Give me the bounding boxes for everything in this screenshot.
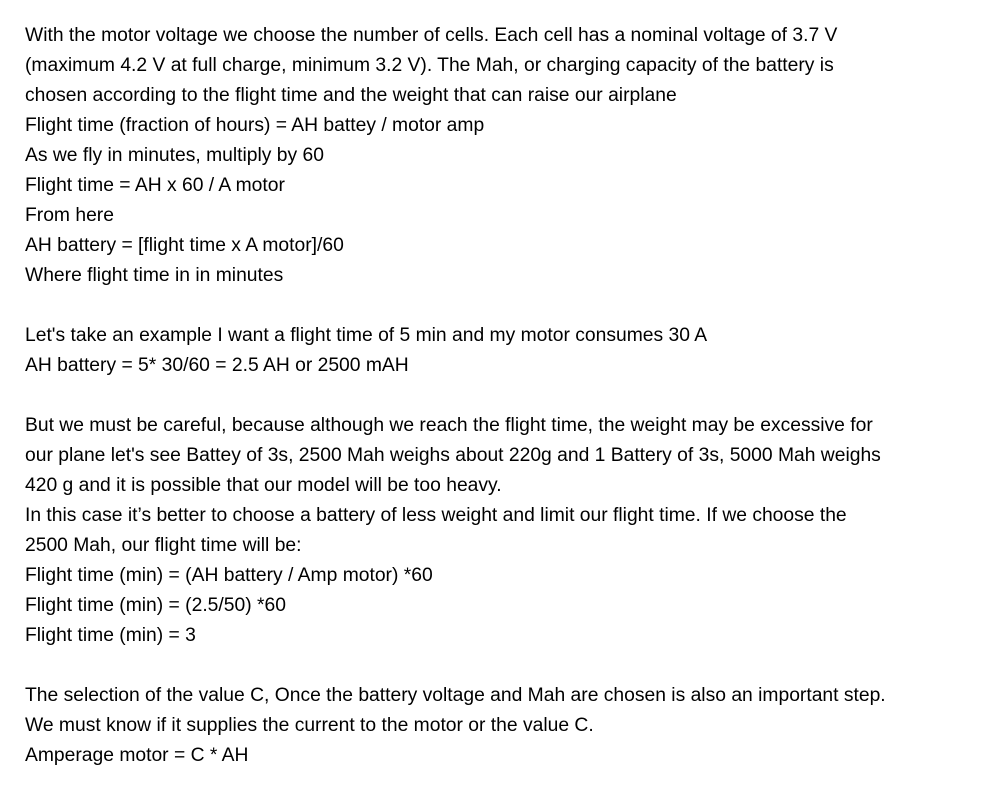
paragraph-spacer [25,291,975,321]
formula-line: Amperage motor = C * AH [25,745,249,766]
paragraph-spacer [25,651,975,681]
paragraph-weight-warning [25,411,975,651]
text-line: 420 g and it is possible that our model will be too heavy. [25,475,502,496]
paragraph-example [25,321,975,381]
formula-line: AH battery = 5* 30/60 = 2.5 AH or 2500 mAH [25,355,409,376]
text-line: As we fly in minutes, multiply by 60 [25,145,324,166]
text-line: (maximum 4.2 V at full charge, minimum 3.2 V). The Mah, or charging capacity of the battery is [25,55,834,76]
text-line: But we must be careful, because although we reach the flight time, the weight may be excessive for [25,415,873,436]
text-line: 2500 Mah, our flight time will be: [25,535,302,556]
text-line: We must know if it supplies the current to the motor or the value C. [25,715,594,736]
text-line: With the motor voltage we choose the number of cells. Each cell has a nominal voltage of 3.7 V [25,25,838,46]
formula-line: Flight time = AH x 60 / A motor [25,175,285,196]
paragraph-battery-selection [25,21,975,291]
formula-line: Flight time (fraction of hours) = AH battey / motor amp [25,115,485,136]
text-line: Let's take an example I want a flight time of 5 min and my motor consumes 30 A [25,325,708,346]
formula-line: Flight time (min) = (AH battery / Amp motor) *60 [25,565,433,586]
text-line: In this case it’s better to choose a battery of less weight and limit our flight time. If we choose the [25,505,847,526]
paragraph-c-value [25,681,975,771]
formula-line: Flight time (min) = (2.5/50) *60 [25,595,286,616]
text-line: The selection of the value C, Once the battery voltage and Mah are chosen is also an important step. [25,685,886,706]
document-body [25,21,975,771]
formula-line: AH battery = [flight time x A motor]/60 [25,235,344,256]
paragraph-spacer [25,381,975,411]
text-line: Where flight time in in minutes [25,265,284,286]
text-line: chosen according to the flight time and the weight that can raise our airplane [25,85,677,106]
text-line: our plane let's see Battey of 3s, 2500 Mah weighs about 220g and 1 Battery of 3s, 5000 Mah weighs [25,445,881,466]
formula-line: Flight time (min) = 3 [25,625,196,646]
text-line: From here [25,205,114,226]
